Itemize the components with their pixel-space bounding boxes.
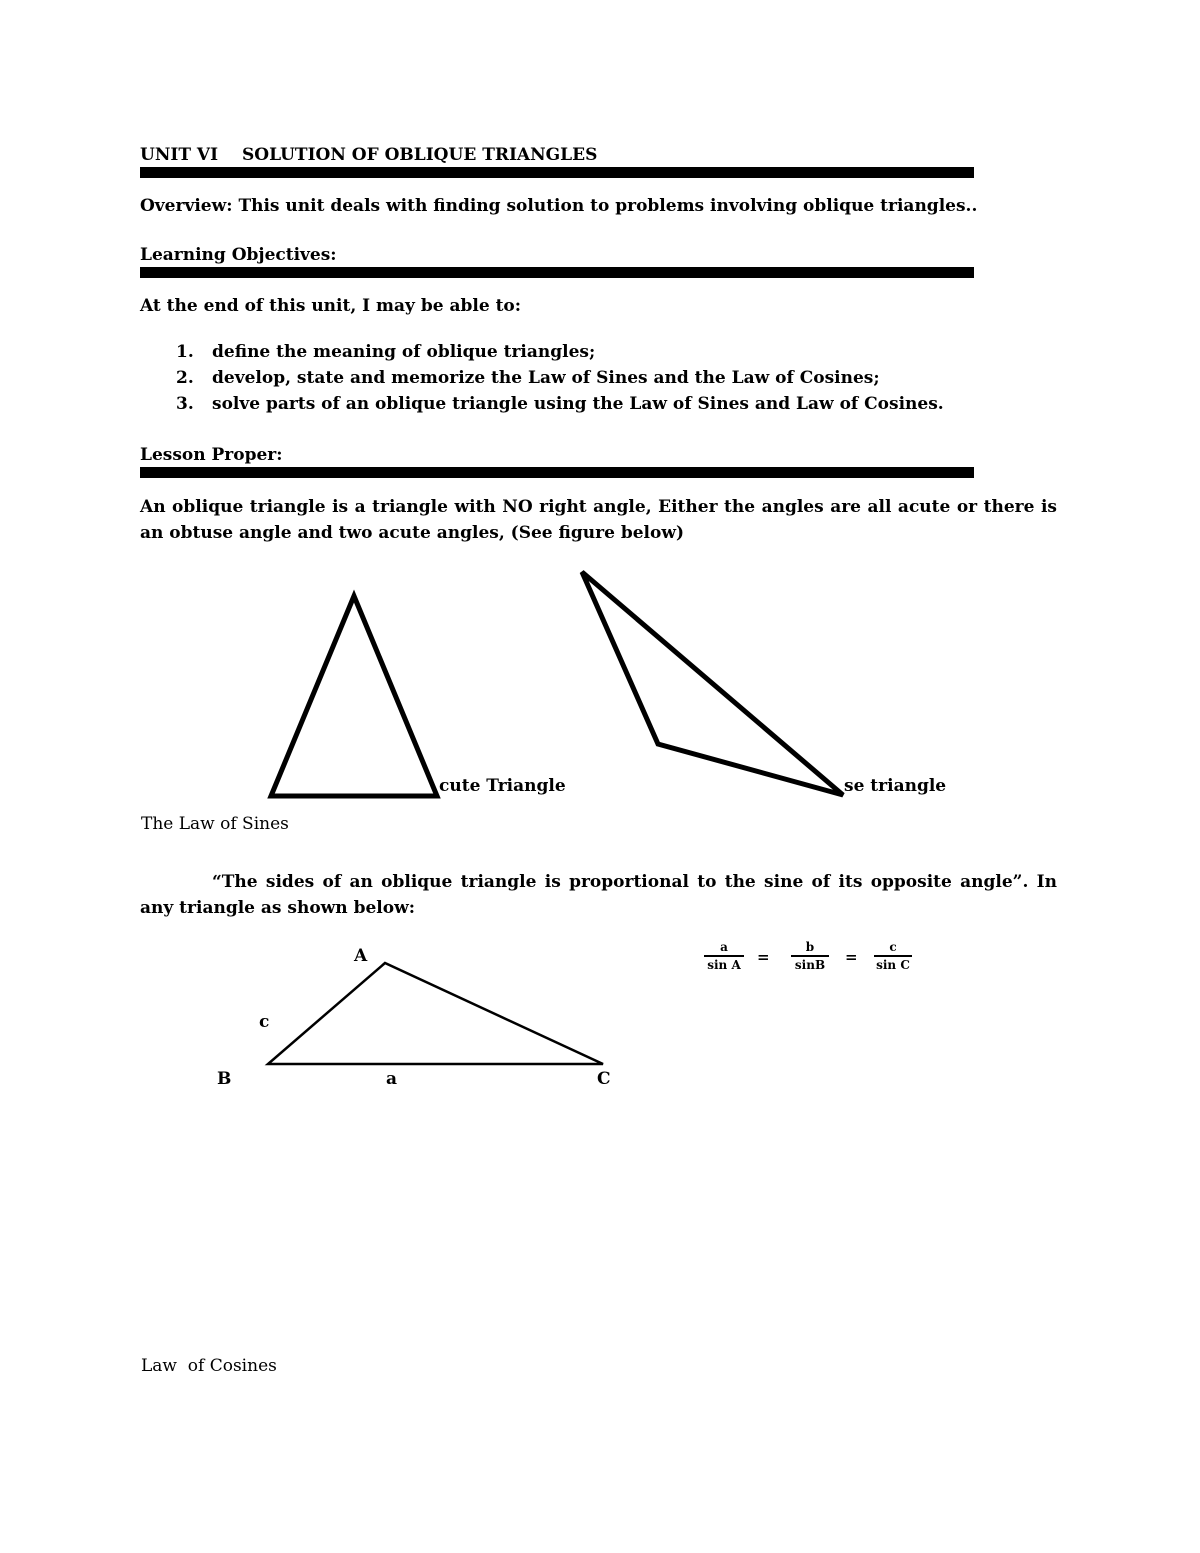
objectives-intro: At the end of this unit, I may be able to: [140, 296, 522, 316]
list-text: solve parts of an oblique triangle using the Law of Sines and Law of Cosines. [212, 394, 944, 414]
fraction-bar [791, 955, 829, 957]
vertex-b-label: B [217, 1069, 232, 1089]
equals-sign: = [845, 948, 858, 966]
fraction-denominator: sinB [794, 957, 826, 972]
vertex-a-label: A [354, 946, 368, 966]
fraction-bar [874, 955, 912, 957]
law-of-sines-heading: The Law of Sines [141, 814, 289, 834]
acute-triangle [271, 596, 437, 796]
vertex-c-label: C [597, 1069, 611, 1089]
fraction-bar [704, 955, 744, 957]
fraction-b-over-sin-b [791, 940, 829, 972]
equals-sign: = [757, 948, 770, 966]
list-number: 2. [176, 368, 194, 388]
list-text: define the meaning of oblique triangles; [212, 342, 596, 362]
law-of-cosines-heading: Law of Cosines [141, 1356, 277, 1376]
side-a-label: a [386, 1069, 398, 1089]
unit-title: SOLUTION OF OBLIQUE TRIANGLES [242, 145, 598, 165]
acute-triangle-label: cute Triangle [439, 776, 566, 796]
oblique-definition-paragraph: An oblique triangle is a triangle with NO right angle, Either the angles are all acute or there is an obtuse angle and two acute angles, (See figure below) [140, 497, 1057, 543]
fraction-numerator: a [720, 940, 728, 954]
fraction-a-over-sin-a [704, 940, 744, 972]
list-text: develop, state and memorize the Law of Sines and the Law of Cosines; [212, 368, 880, 388]
lesson-proper-heading: Lesson Proper: [140, 445, 283, 465]
learning-objectives-heading: Learning Objectives: [140, 245, 337, 265]
fraction-denominator: sin A [707, 957, 741, 972]
law-of-sines-triangle [268, 963, 603, 1064]
list-number: 3. [176, 394, 194, 414]
side-c-label: c [259, 1012, 270, 1032]
law-of-sines-statement: “The sides of an oblique triangle is proportional to the sine of its opposite angle”. In any triangle as shown below: [140, 872, 1057, 918]
fraction-denominator: sin C [876, 957, 910, 972]
obtuse-triangle-label: se triangle [844, 776, 947, 796]
list-number: 1. [176, 342, 194, 362]
fraction-c-over-sin-c [874, 940, 912, 972]
overview-text: Overview: This unit deals with finding solution to problems involving oblique triangles.. [140, 196, 978, 216]
unit-number: UNIT VI [140, 145, 219, 165]
fraction-numerator: c [889, 940, 897, 954]
fraction-numerator: b [805, 940, 815, 954]
obtuse-triangle [582, 572, 843, 795]
